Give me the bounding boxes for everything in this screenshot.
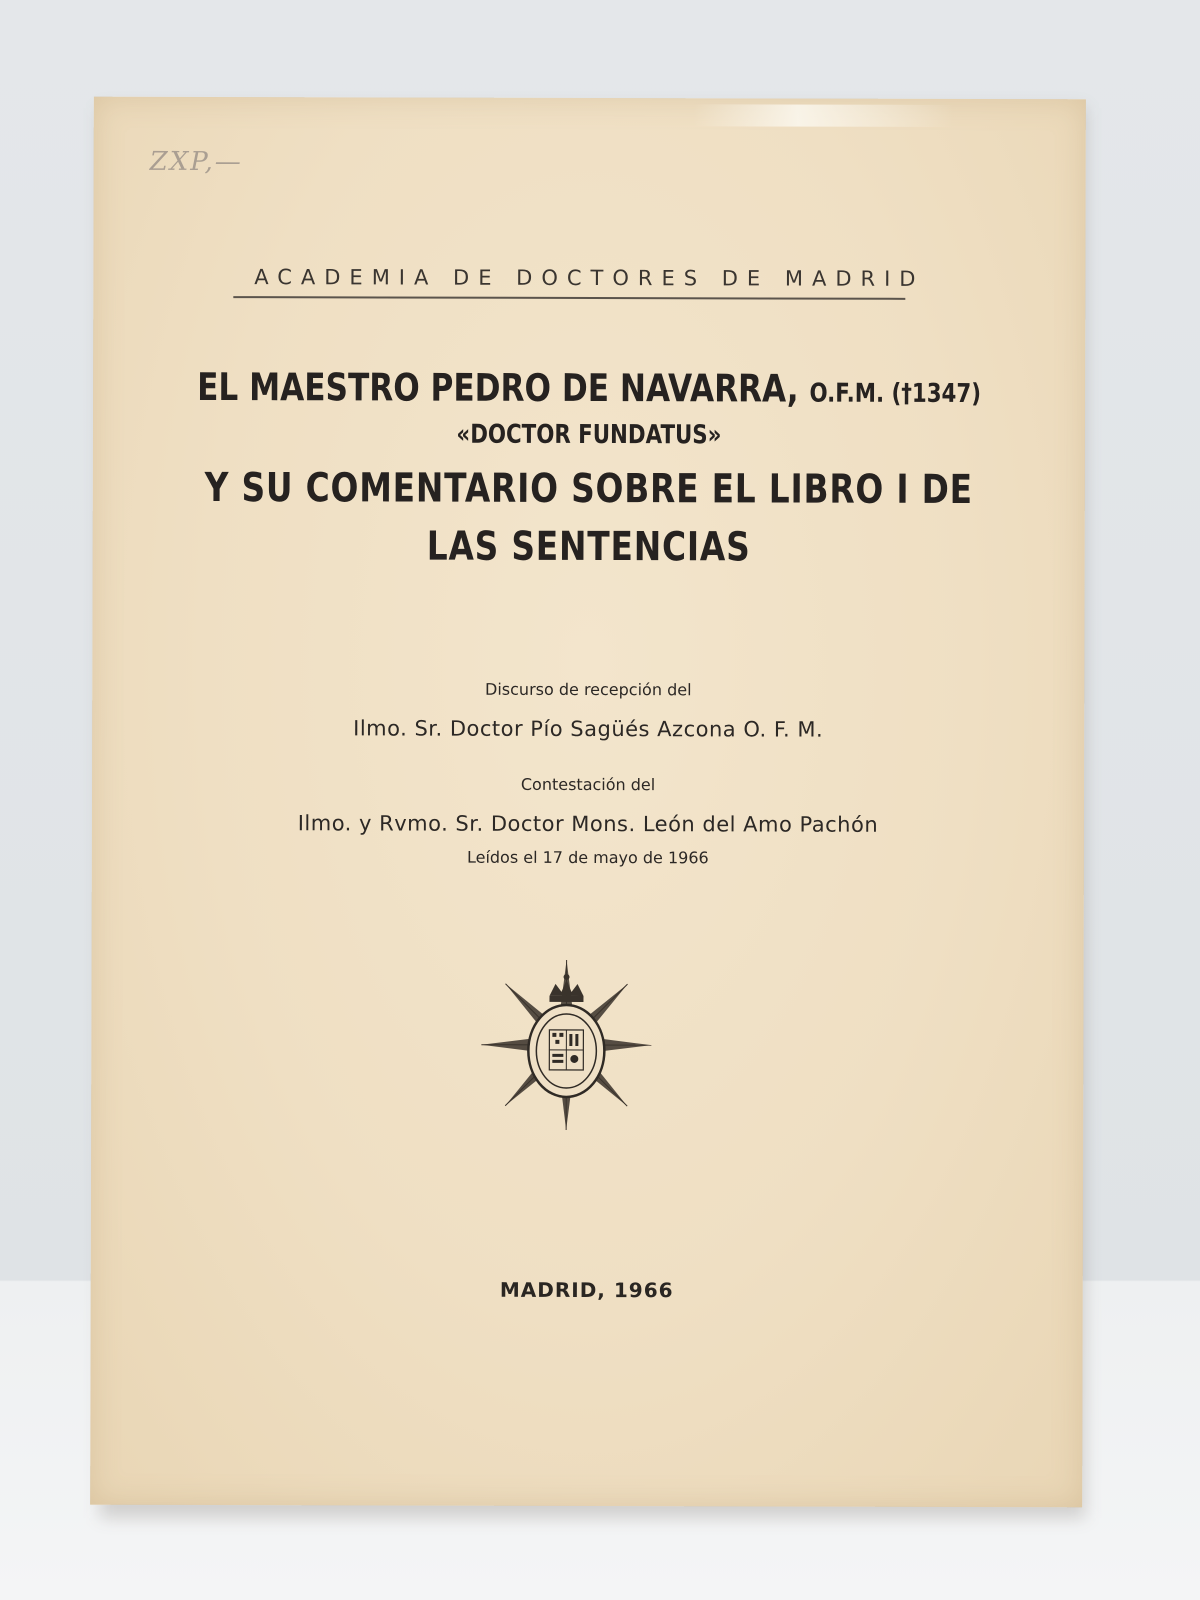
title-line-1-main: EL MAESTRO PEDRO DE NAVARRA, [197, 364, 799, 411]
title-line-1-suffix: O.F.M. (†1347) [809, 378, 982, 410]
title-line-4: LAS SENTENCIAS [426, 523, 751, 571]
institution-name: ACADEMIA DE DOCTORES DE MADRID [254, 265, 925, 291]
speaker-name: Ilmo. Sr. Doctor Pío Sagüés Azcona O. F. M. [353, 716, 824, 742]
title-line-2: «DOCTOR FUNDATUS» [456, 419, 722, 451]
respondent-name: Ilmo. y Rvmo. Sr. Doctor Mons. León del Amo Pachón [297, 811, 879, 837]
read-date: Leídos el 17 de mayo de 1966 [466, 847, 709, 868]
title-line-3: Y SU COMENTARIO SOBRE EL LIBRO I DE [204, 464, 973, 514]
handwritten-note: ZXP,— [149, 146, 243, 178]
credits [92, 679, 1084, 869]
paper-wear [694, 104, 954, 127]
reply-label: Contestación del [520, 774, 656, 795]
speech-label: Discurso de recepción del [485, 679, 692, 700]
book-cover [90, 97, 1086, 1508]
institution-underline [233, 296, 905, 300]
publication-place-date: MADRID, 1966 [499, 1277, 674, 1303]
book-title [93, 365, 1086, 572]
title-line-1 [182, 365, 996, 411]
coat-of-arms-emblem-icon [477, 956, 655, 1134]
